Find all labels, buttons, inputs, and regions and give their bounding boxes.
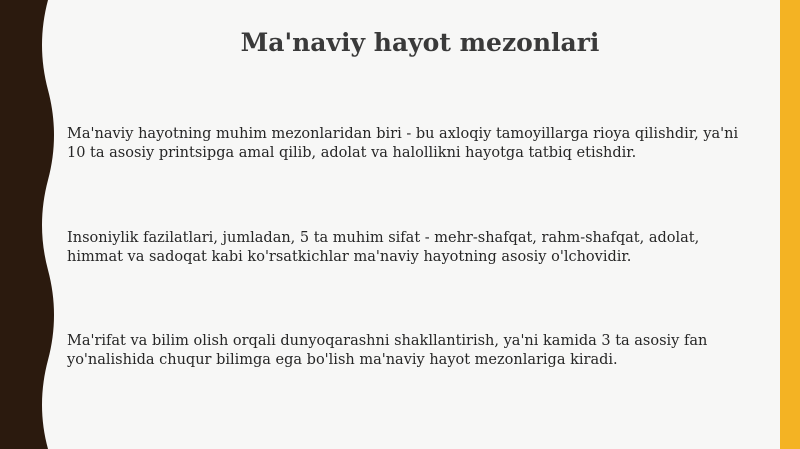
paragraph-2: Insoniylik fazilatlari, jumladan, 5 ta muhim sifat - mehr-shafqat, rahm-shafqat, adolat, himmat va sadoqat kabi ko'rsatkichlar ma'naviy hayotning asosiy o'lchovidir. <box>67 230 700 265</box>
paragraph-3: Ma'rifat va bilim olish orqali dunyoqarashni shakllantirish, ya'ni kamida 3 ta asosiy fan yo'nalishida chuqur bilimga ega bo'lish ma'naviy hayot mezonlariga kiradi. <box>67 333 708 368</box>
paragraph-1: Ma'naviy hayotning muhim mezonlaridan biri - bu axloqiy tamoyillarga rioya qilishdir, ya'ni 10 ta asosiy printsipga amal qilib, adolat va halollikni hayotga tatbiq etishdir. <box>67 126 739 161</box>
slide-title: Ma'naviy hayot mezonlari <box>240 28 600 57</box>
left-wave-decoration <box>0 0 60 449</box>
right-accent-bar <box>780 0 800 449</box>
